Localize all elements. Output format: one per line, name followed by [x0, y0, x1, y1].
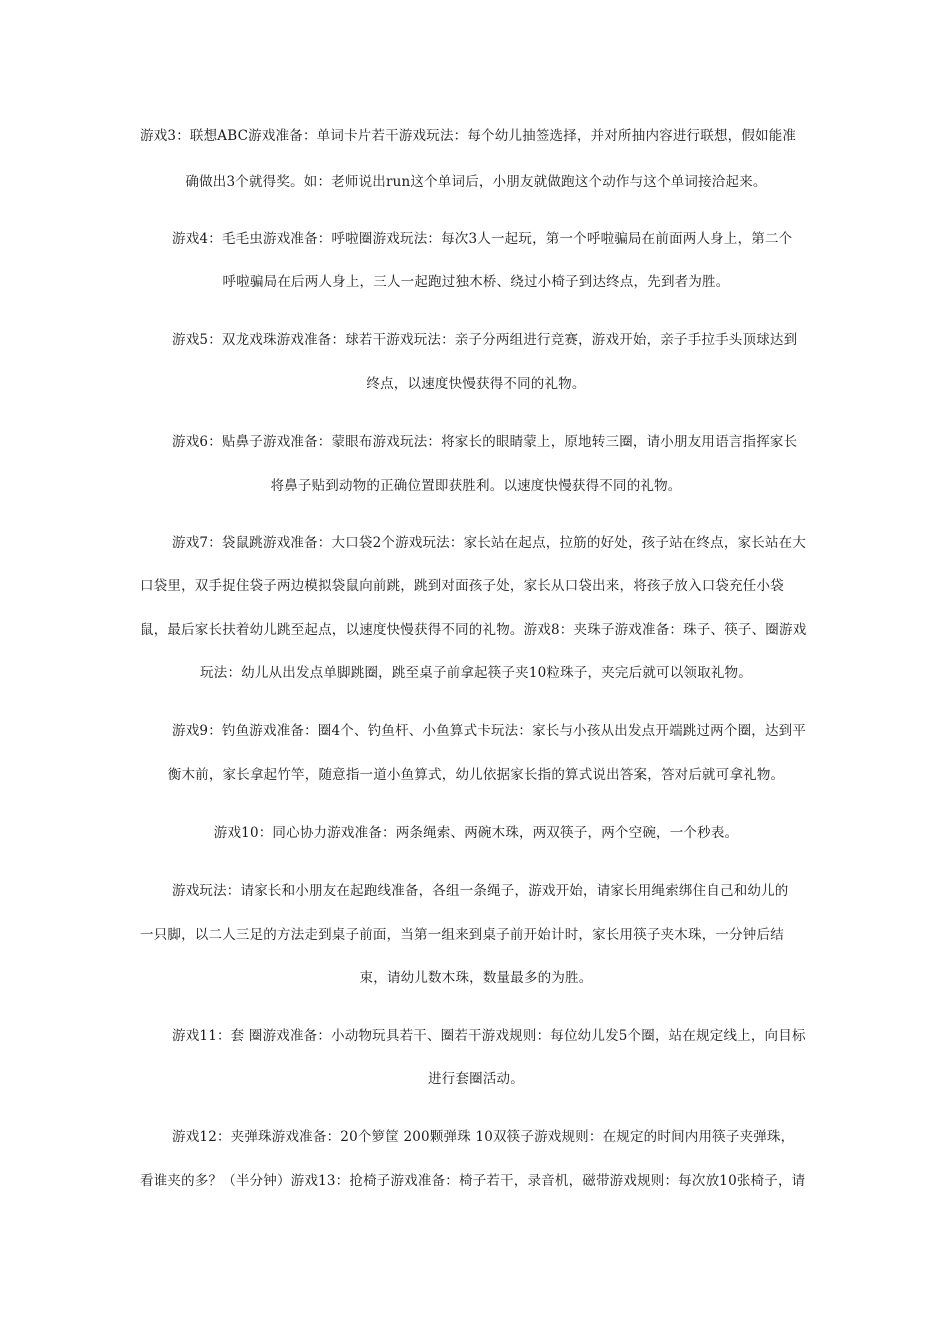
text-line: 游戏6：贴鼻子游戏准备：蒙眼布游戏玩法：将家长的眼睛蒙上，原地转三圈，请小朋友用语言指挥家长: [172, 434, 798, 450]
text-line: 游戏玩法：请家长和小朋友在起跑线准备，各组一条绳子，游戏开始，请家长用绳索绑住自己和幼儿的: [172, 883, 789, 899]
text-line: 进行套圈活动。: [428, 1071, 524, 1087]
text-line: 口袋里，双手捉住袋子两边模拟袋鼠向前跳，跳到对面孩子处，家长从口袋出来，将孩子放入口袋充任小袋: [140, 578, 784, 594]
text-line: 游戏9：钓鱼游戏准备：圈4个、钓鱼杆、小鱼算式卡玩法：家长与小孩从出发点开端跳过两个圈，达到平: [172, 723, 807, 739]
text-line: 游戏4：毛毛虫游戏准备：呼啦圈游戏玩法：每次3人一起玩，第一个呼啦骗局在前面两人身上，第二个: [172, 231, 793, 247]
text-line: 玩法：幼儿从出发点单脚跳圈，跳至桌子前拿起筷子夹10粒珠子，夹完后就可以领取礼物。: [200, 665, 752, 681]
text-line: 游戏11：套 圈游戏准备：小动物玩具若干、圈若干游戏规则：每位幼儿发5个圈，站在规定线上，向目标: [172, 1028, 806, 1044]
text-line: 游戏5：双龙戏珠游戏准备：球若干游戏玩法：亲子分两组进行竞赛，游戏开始，亲子手拉手头顶球达到: [172, 332, 798, 348]
text-line: 呼啦骗局在后两人身上，三人一起跑过独木桥、绕过小椅子到达终点，先到者为胜。: [222, 274, 730, 290]
text-line: 终点，以速度快慢获得不同的礼物。: [366, 376, 586, 392]
text-line: 游戏12：夹弹珠游戏准备：20个箩筐 200颗弹珠 10双筷子游戏规则：在规定的时间内用筷子夹弹珠，: [172, 1129, 795, 1145]
text-line: 游戏3：联想ABC游戏准备：单词卡片若干游戏玩法：每个幼儿抽签选择，并对所抽内容进行联想，假如能准: [140, 128, 797, 144]
text-line: 看谁夹的多？（半分钟）游戏13：抢椅子游戏准备：椅子若干，录音机，磁带游戏规则：每次放10张椅子，请: [140, 1173, 806, 1189]
text-line: 确做出3个就得奖。如：老师说出run这个单词后，小朋友就做跑这个动作与这个单词接洽起来。: [185, 174, 767, 190]
text-line: 一只脚，以二人三足的方法走到桌子前面，当第一组来到桌子前开始计时，家长用筷子夹木珠，一分钟后结: [140, 927, 784, 943]
text-line: 将鼻子贴到动物的正确位置即获胜利。以速度快慢获得不同的礼物。: [270, 478, 682, 494]
text-line: 游戏7：袋鼠跳游戏准备：大口袋2个游戏玩法：家长站在起点，拉筋的好处，孩子站在终点，家长站在大: [172, 535, 807, 551]
text-line: 游戏10：同心协力游戏准备：两条绳索、两碗木珠，两双筷子，两个空碗，一个秒表。: [213, 825, 739, 841]
text-line: 衡木前，家长拿起竹竿，随意指一道小鱼算式，幼儿依据家长指的算式说出答案，答对后就可拿礼物。: [167, 767, 785, 783]
text-line: 鼠，最后家长扶着幼儿跳至起点，以速度快慢获得不同的礼物。游戏8：夹珠子游戏准备：珠子、筷子、圈游戏: [140, 622, 807, 638]
text-line: 束，请幼儿数木珠，数量最多的为胜。: [359, 970, 593, 986]
